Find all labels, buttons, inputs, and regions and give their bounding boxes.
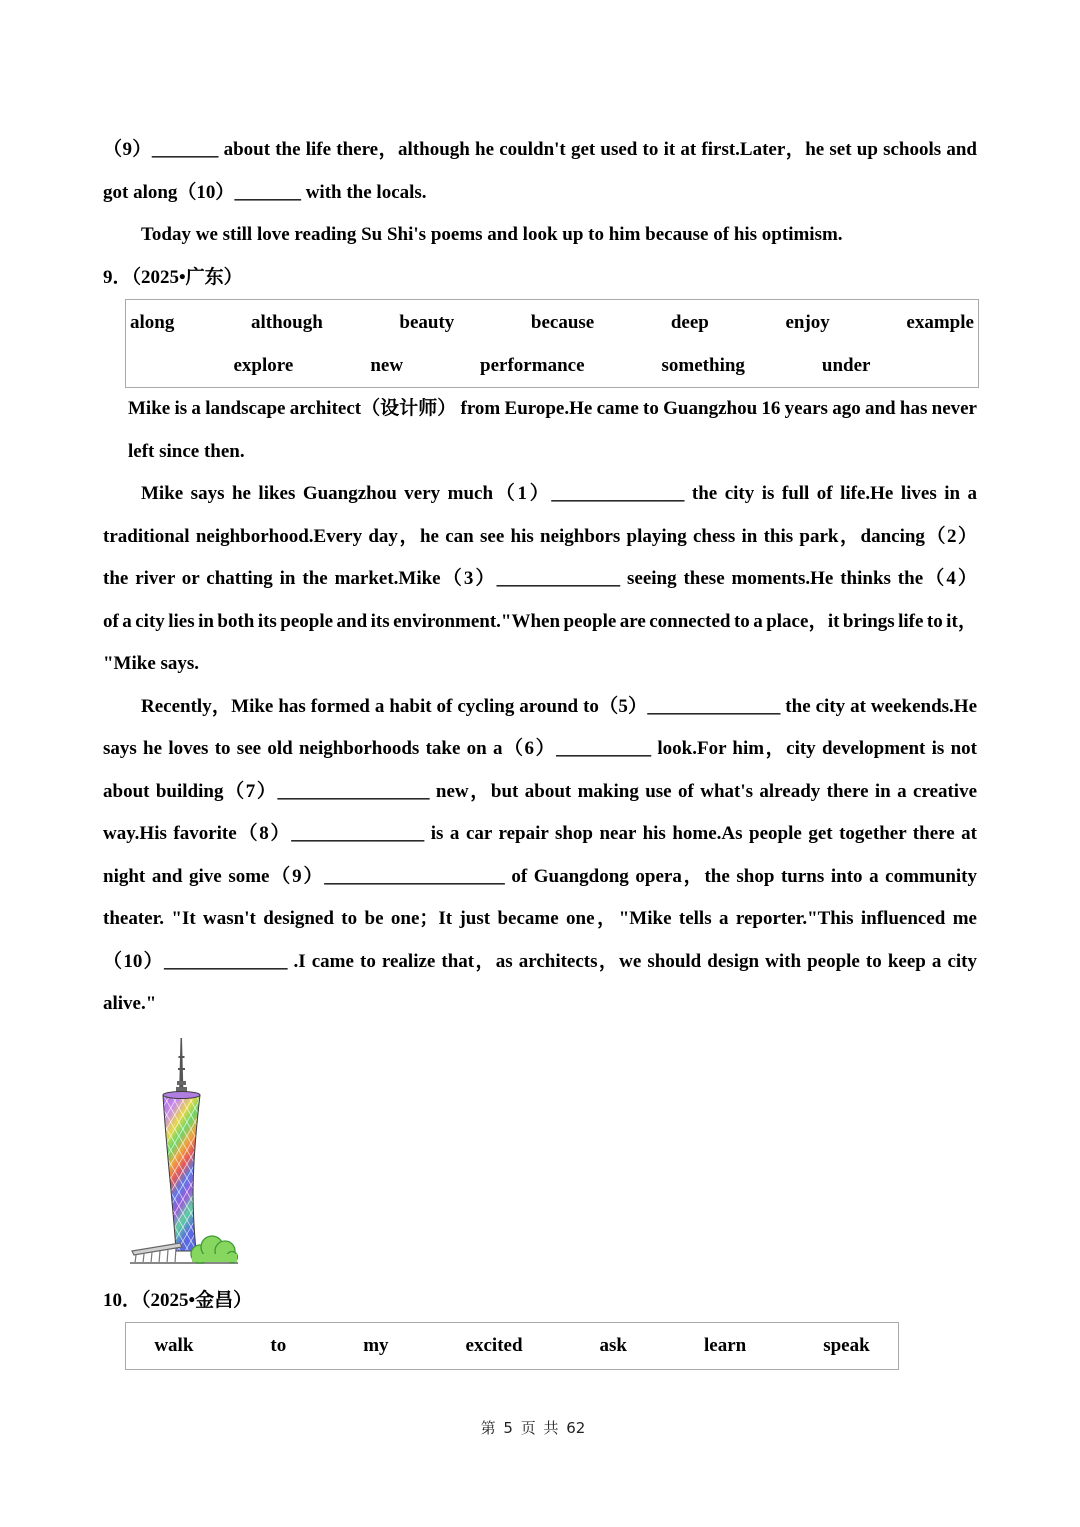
line-text: night and give some（9） [103,865,325,887]
green-bush [191,1236,238,1263]
line-text: look.For him，city development is not [657,738,977,759]
word-bank-word: excited [465,1335,523,1356]
line-text: new，but about making use of what's already there in a creative [435,780,977,802]
passage-line [103,172,977,215]
passage-line: traditional neighborhood.Every day，he can see his neighbors playing chess in this park，dancing（2） [103,525,977,547]
word-bank-word: my [363,1335,389,1356]
passage-line: Today we still love reading Su Shi's poems and look up to him because of his optimism. [141,224,843,245]
word-bank-word: something [661,354,745,376]
word-bank-row [126,302,978,345]
passage-line [103,728,977,771]
answer-blank-9: ___________________ [324,865,505,887]
passage-line: "Mike says. [103,653,200,674]
passage-line [103,941,977,984]
word-bank-word: walk [154,1335,194,1356]
line-text: about the life there，although he couldn't get used to it at first.Later，he set up schools and [223,139,977,160]
line-text: the city at weekends.He [785,695,977,717]
answer-blank-10: _____________ [163,950,288,972]
word-bank-word: beauty [399,312,455,333]
word-bank-word: speak [823,1335,870,1356]
line-text: about building（7） [103,780,278,802]
word-bank-word: to [270,1335,287,1356]
word-bank-word: along [130,312,175,333]
answer-blank-7: ________________ [277,780,430,802]
line-text: Mike says he likes Guangzhou very much（1） [141,483,552,504]
passage-line: Mike is a landscape architect（设计师） from Europe.He came to Guangzhou 16 years ago and has never [128,398,977,419]
word-bank-word: under [821,354,871,376]
word-bank-row [126,345,978,388]
line-text: the river or chatting in the market.Mike（3） [103,568,497,589]
line-text: with the locals. [305,181,427,203]
word-bank-row [126,1323,898,1369]
page-number-footer: 第 5 页 共 62 [480,1419,586,1437]
question-9-heading: 9．（2025•广东） [103,266,243,288]
word-bank-word: performance [480,354,585,376]
word-bank-word: new [370,354,404,376]
line-text: Recently，Mike has formed a habit of cycling around to（5） [141,695,648,717]
line-text: is a car repair shop near his home.As people get together there at [430,823,977,844]
answer-blank-3: _____________ [496,568,621,589]
line-text: （10） [103,950,164,972]
page-content [103,129,977,1370]
passage-line: left since then. [128,440,245,462]
word-bank-box [125,299,979,388]
word-bank-word: explore [233,354,294,376]
word-bank-word: example [906,312,974,333]
line-text: of Guangdong opera，the shop turns into a community [511,865,977,887]
word-bank-word: learn [704,1335,747,1356]
passage-line: alive." [103,993,157,1014]
answer-blank-1: ______________ [551,483,685,504]
word-bank-word: ask [599,1335,627,1356]
word-bank-word: deep [670,312,709,333]
line-text: seeing these moments.He thinks the（4） [627,568,977,589]
passage-line [103,473,977,516]
canton-tower-svg [130,1038,238,1267]
passage-line [103,686,977,729]
answer-blank-6: __________ [556,738,652,759]
passage-line [103,856,977,899]
word-bank-word: because [530,312,595,333]
line-text: （9） [103,139,152,160]
line-text: the city is full of life.He lives in a [691,483,977,504]
passage-line [103,813,977,856]
passage-line [103,558,977,601]
passage-line: theater. "It wasn't designed to be one；It just became one，"Mike tells a reporter."This influenced me [103,908,977,929]
line-text: .I came to realize that，as architects，we should design with people to keep a city [293,950,977,972]
answer-blank-8: ______________ [291,823,425,844]
word-bank-box [125,1322,899,1370]
line-text: says he loves to see old neighborhoods take on a（6） [103,738,557,759]
word-bank-word: enjoy [785,312,830,333]
passage-line [103,129,977,172]
line-text: got along（10） [103,181,235,203]
passage-line [103,771,977,814]
question-10-heading: 10．（2025•金昌） [103,1289,253,1311]
answer-blank-5: ______________ [647,695,781,717]
passage-line: of a city lies in both its people and its environment."When people are connected to a place，it brings life to it， [103,610,977,632]
answer-blank-9: _______ [151,139,219,160]
canton-tower-illustration [130,1038,238,1267]
tower-body [163,1092,200,1252]
line-text: way.His favorite（8） [103,823,292,844]
word-bank-word: although [250,312,323,333]
answer-blank-10: _______ [234,181,301,203]
tower-spire [176,1038,187,1095]
